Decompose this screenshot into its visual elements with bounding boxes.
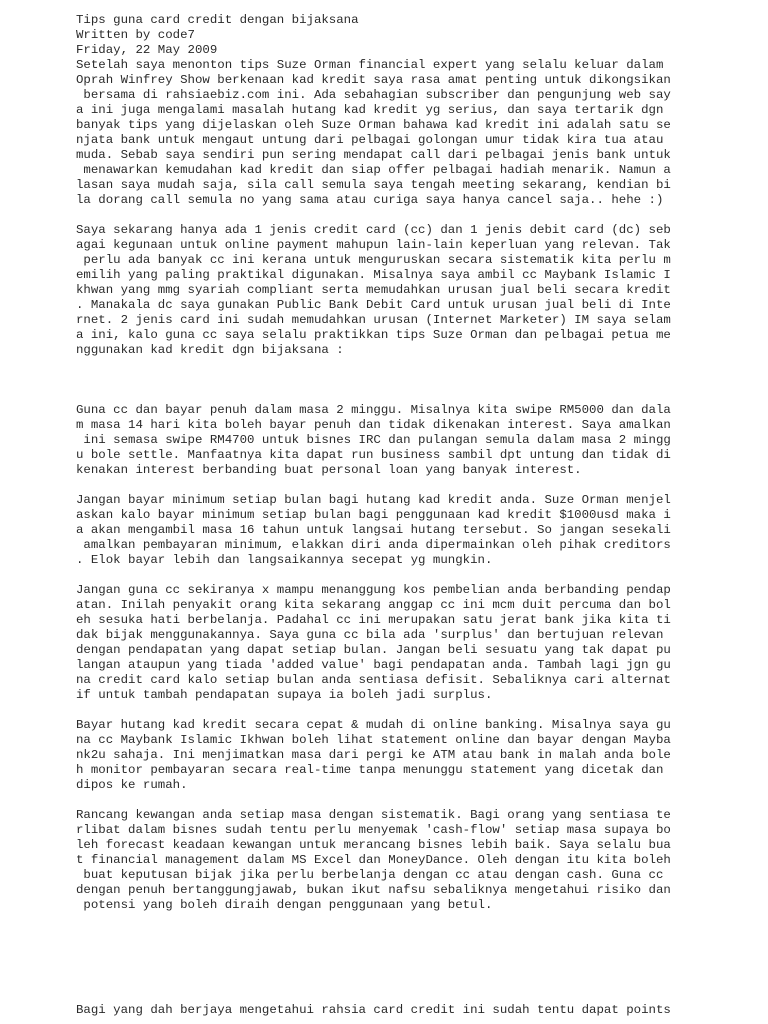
paragraph-tip-afford: Jangan guna cc sekiranya x mampu menanggung kos pembelian anda berbanding pendap atan. Inilah penyakit orang kita sekarang anggap cc ini mcm duit percuma dan bol eh sesuka hati berbelanja. Padahal cc ini merupakan satu jerat bank jika kita ti dak bijak menggunakannya. Saya guna cc bila ada 'surplus' dan bertujuan relevan dengan pendapatan yang dapat setiap bulan. Jangan beli sesuatu yang tak dapat pu langan ataupun yang tiada 'added value' bagi pendapatan anda. Tambah lagi jgn gu na credit card kalo setiap bulan anda sentiasa defisit. Sebaliknya cari alternat if untuk tambah pendapatan supaya ia boleh jadi surplus. (76, 583, 671, 702)
paragraph-intro: Setelah saya menonton tips Suze Orman financial expert yang selalu keluar dalam Oprah Winfrey Show berkenaan kad kredit saya rasa amat penting untuk dikongsikan bersama di rahsiaebiz.com ini. Ada sebahagian subscriber dan pengunjung web say a ini juga mengalami masalah hutang kad kredit yg serius, dan saya tertarik dgn banyak tips yang dijelaskan oleh Suze Orman bahawa kad kredit ini adalah satu se njata bank untuk mengaut untung dari pelbagai golongan umur tidak kira tua atau muda. Sebab saya sendiri pun sering mendapat call dari pelbagai jenis bank untuk menawarkan kemudahan kad kredit dan siap offer pelbagai hadiah menarik. Namun a lasan saya mudah saja, sila call semula saya tengah meeting sekarang, kendian bi la dorang call semula no yang sama atau curiga saya hanya cancel saja.. hehe :) (76, 58, 671, 207)
document-page (76, 13, 686, 1018)
article-date: Friday, 22 May 2009 (76, 43, 218, 57)
paragraph-closing: Bagi yang dah berjaya mengetahui rahsia card credit ini sudah tentu dapat points (76, 1003, 671, 1017)
article-author: Written by code7 (76, 28, 195, 42)
article-title: Tips guna card credit dengan bijaksana (76, 13, 359, 27)
paragraph-tip-plan-finances: Rancang kewangan anda setiap masa dengan sistematik. Bagi orang yang sentiasa te rlibat dalam bisnes sudah tentu perlu menyemak 'cash-flow' setiap masa supaya bo leh forecast keadaan kewangan untuk merancang bisnes lebih baik. Saya selalu bua t financial management dalam MS Excel dan MoneyDance. Oleh dengan itu kita boleh buat keputusan bijak jika perlu berbelanja dengan cc atau dengan cash. Guna cc dengan penuh bertanggungjawab, bukan ikut nafsu sebaliknya mengetahui risiko dan potensi yang boleh diraih dengan penggunaan yang betul. (76, 808, 671, 912)
paragraph-tip-pay-full: Guna cc dan bayar penuh dalam masa 2 minggu. Misalnya kita swipe RM5000 dan dala m masa 14 hari kita boleh bayar penuh dan tidak dikenakan interest. Saya amalkan ini semasa swipe RM4700 untuk bisnes IRC dan pulangan semula dalam masa 2 mingg u bole settle. Manfaatnya kita dapat run business sambil dpt untung dan tidak di kenakan interest berbanding buat personal loan yang banyak interest. (76, 403, 671, 477)
paragraph-cards: Saya sekarang hanya ada 1 jenis credit card (cc) dan 1 jenis debit card (dc) seb agai kegunaan untuk online payment mahupun lain-lain keperluan yang relevan. Tak perlu ada banyak cc ini kerana untuk menguruskan secara sistematik kita perlu m emilih yang paling praktikal digunakan. Misalnya saya ambil cc Maybank Islamic I khwan yang mmg syariah compliant serta memudahkan urusan jual beli secara kredit . Manakala dc saya gunakan Public Bank Debit Card untuk urusan jual beli di Inte rnet. 2 jenis card ini sudah memudahkan urusan (Internet Marketer) IM saya selam a ini, kalo guna cc saya selalu praktikkan tips Suze Orman dan pelbagai petua me nggunakan kad kredit dgn bijaksana : (76, 223, 671, 357)
paragraph-tip-online-banking: Bayar hutang kad kredit secara cepat & mudah di online banking. Misalnya saya gu na cc Maybank Islamic Ikhwan boleh lihat statement online dan bayar dengan Mayba nk2u sahaja. Ini menjimatkan masa dari pergi ke ATM atau bank in malah anda bole h monitor pembayaran secara real-time tanpa menunggu statement yang dicetak dan dipos ke rumah. (76, 718, 671, 792)
paragraph-tip-no-minimum: Jangan bayar minimum setiap bulan bagi hutang kad kredit anda. Suze Orman menjel askan kalo bayar minimum setiap bulan bagi penggunaan kad kredit $1000usd maka i a akan mengambil masa 16 tahun untuk langsai hutang tersebut. So jangan sesekali amalkan pembayaran minimum, elakkan diri anda dipermainkan oleh pihak creditors . Elok bayar lebih dan langsaikannya secepat yg mungkin. (76, 493, 671, 567)
